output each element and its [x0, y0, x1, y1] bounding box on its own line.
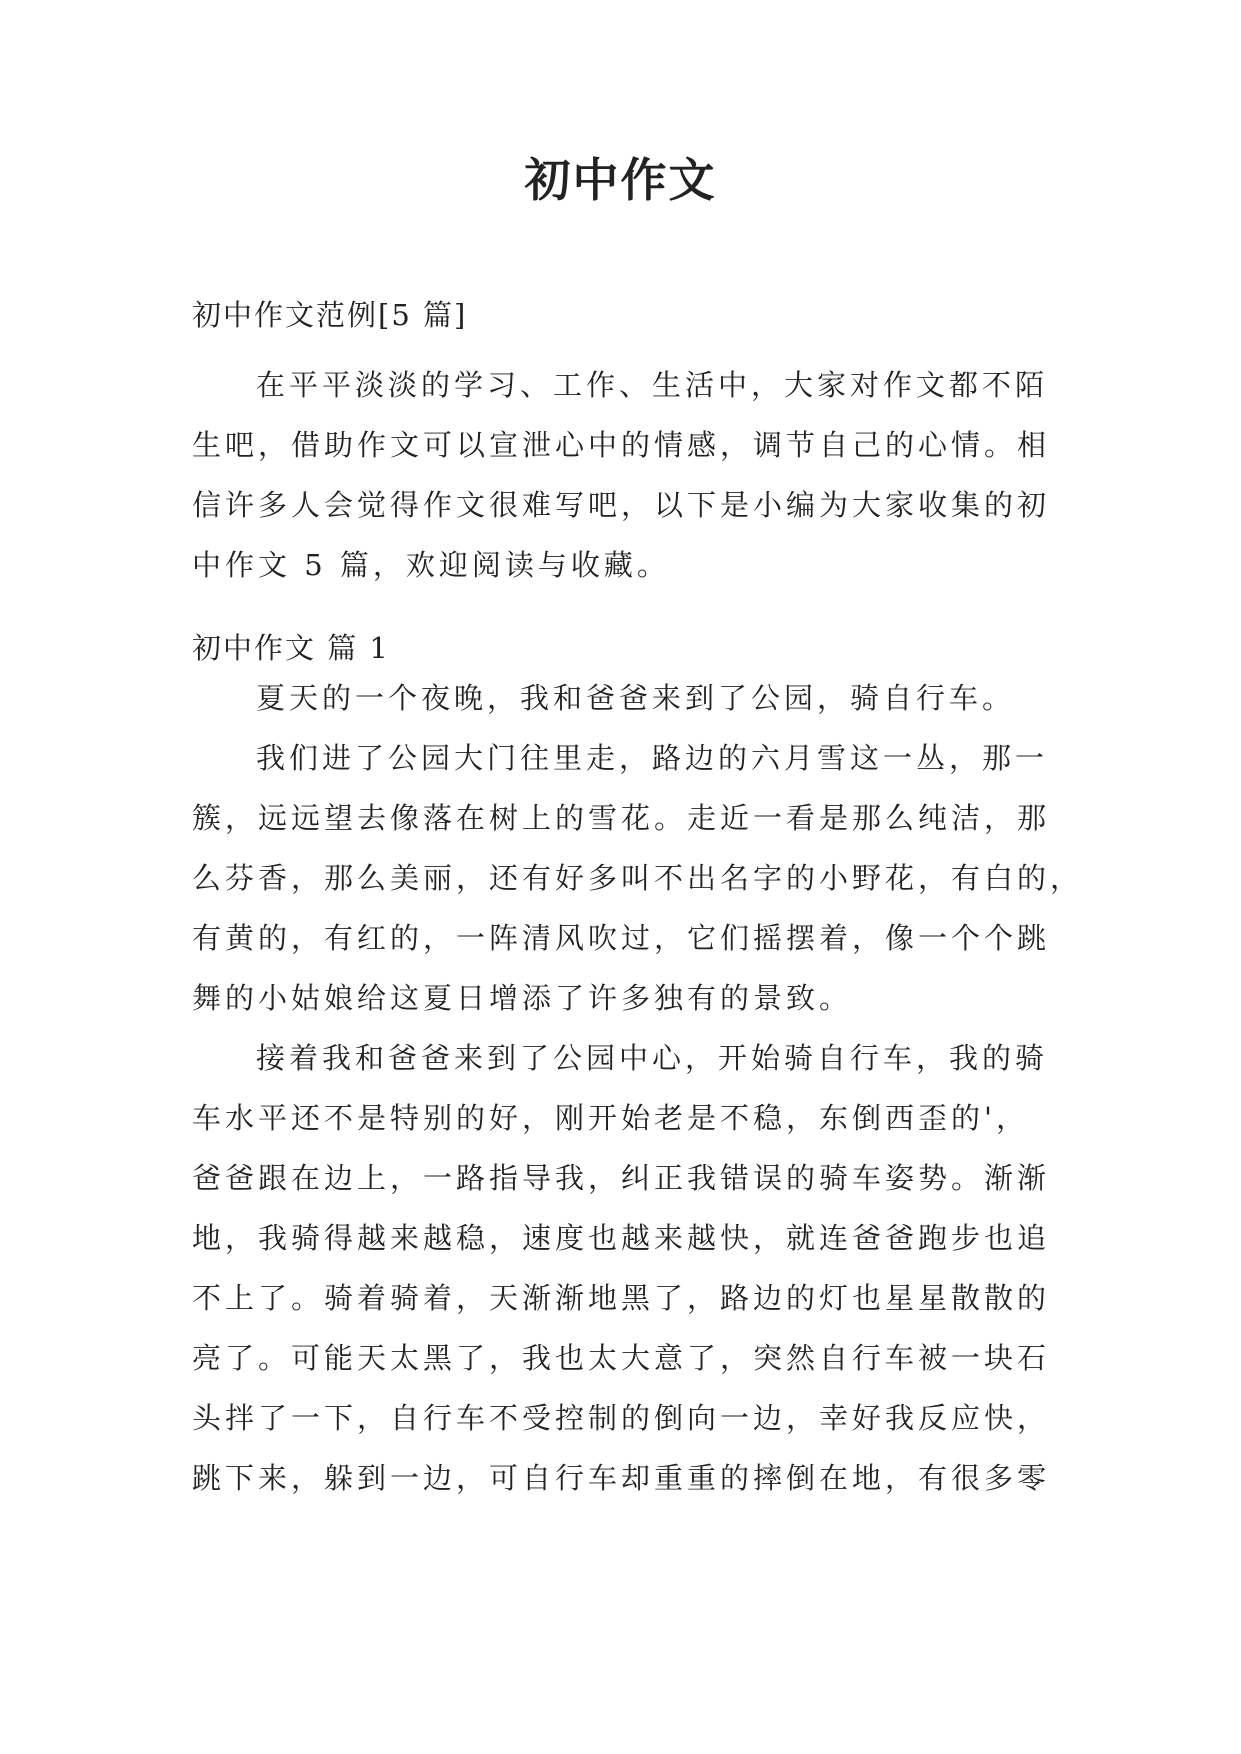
paragraph-1: [192, 668, 1062, 728]
paragraph-line: 亮了。可能天太黑了，我也太大意了，突然自行车被一块石: [192, 1341, 1051, 1375]
paragraph-line: 簇，远远望去像落在树上的雪花。走近一看是那么纯洁，那: [192, 801, 1051, 835]
paragraph-line: 有黄的，有红的，一阵清风吹过，它们摇摆着，像一个个跳: [192, 921, 1051, 955]
section-heading-1: 初中作文 篇 1: [192, 631, 390, 665]
paragraph-line: 不上了。骑着骑着，天渐渐地黑了，路边的灯也星星散散的: [192, 1281, 1051, 1315]
paragraph-line: 地，我骑得越来越稳，速度也越来越快，就连爸爸跑步也追: [192, 1221, 1051, 1255]
paragraph-line: 夏天的一个夜晚，我和爸爸来到了公园，骑自行车。: [256, 681, 1016, 715]
paragraph-line: 爸爸跟在边上，一路指导我，纠正我错误的骑车姿势。渐渐: [192, 1161, 1051, 1195]
paragraph-line: 跳下来，躲到一边，可自行车却重重的摔倒在地，有很多零: [192, 1461, 1051, 1495]
paragraph-3: [192, 1028, 1062, 1508]
intro-paragraph: [192, 355, 1062, 595]
intro-line: 信许多人会觉得作文很难写吧，以下是小编为大家收集的初: [192, 488, 1051, 522]
document-subtitle: 初中作文范例[5 篇]: [192, 298, 468, 332]
intro-line: 中作文 5 篇，欢迎阅读与收藏。: [192, 548, 670, 582]
intro-line: 在平平淡淡的学习、工作、生活中，大家对作文都不陌: [256, 368, 1049, 402]
intro-line: 生吧，借助作文可以宣泄心中的情感，调节自己的心情。相: [192, 428, 1051, 462]
paragraph-line: 接着我和爸爸来到了公园中心，开始骑自行车，我的骑: [256, 1041, 1049, 1075]
paragraph-line: 我们进了公园大门往里走，路边的六月雪这一丛，那一: [256, 741, 1049, 775]
paragraph-line: 头拌了一下，自行车不受控制的倒向一边，幸好我反应快，: [192, 1401, 1051, 1435]
document-title: 初中作文: [524, 153, 717, 207]
paragraph-line: 舞的小姑娘给这夏日增添了许多独有的景致。: [192, 981, 853, 1015]
paragraph-line: 么芬香，那么美丽，还有好多叫不出名字的小野花，有白的，: [192, 861, 1084, 895]
paragraph-2: [192, 728, 1084, 1028]
paragraph-line: 车水平还不是特别的好，刚开始老是不稳，东倒西歪的'，: [192, 1101, 1029, 1135]
